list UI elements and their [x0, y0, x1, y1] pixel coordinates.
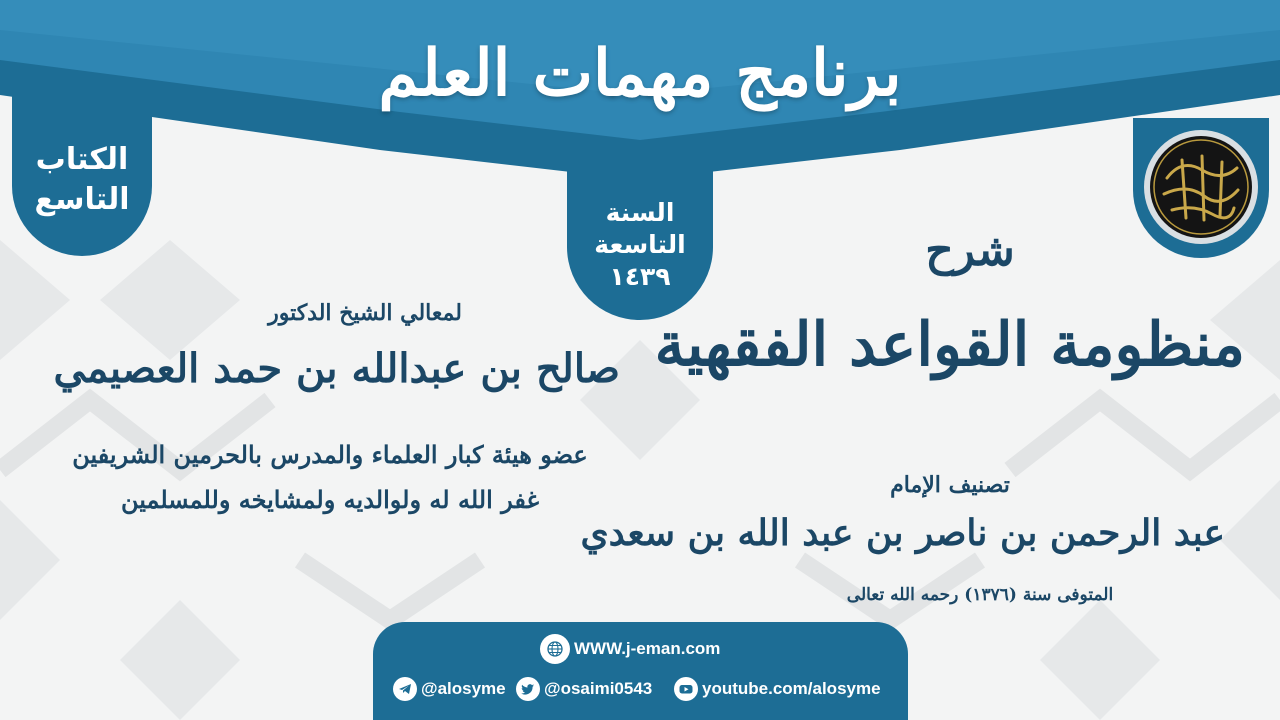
telegram-handle[interactable]: @alosyme: [421, 679, 506, 698]
telegram-icon: [393, 677, 417, 701]
lecturer-title: لمعالي الشيخ الدكتور: [268, 300, 462, 326]
year-badge-line3: ١٤٣٩: [609, 261, 671, 291]
author-label: تصنيف الإمام: [890, 472, 1010, 498]
book-badge-line2: التاسع: [34, 182, 130, 217]
youtube-link[interactable]: youtube.com/alosyme: [702, 679, 881, 698]
book-prefix: شرح: [925, 225, 1015, 276]
twitter-row[interactable]: [516, 677, 652, 701]
website-row[interactable]: [540, 634, 720, 664]
telegram-row[interactable]: [393, 677, 506, 701]
author-death-note: المتوفى سنة (١٣٧٦) رحمه الله تعالى: [846, 585, 1114, 605]
calligraphy-seal-logo: [1142, 128, 1260, 246]
lecturer-name: صالح بن عبدالله بن حمد العصيمي: [53, 345, 620, 392]
lecturer-prayer: غفر الله له ولوالديه ولمشايخه وللمسلمين: [120, 485, 540, 514]
twitter-handle[interactable]: @osaimi0543: [544, 679, 653, 698]
globe-icon: [540, 634, 570, 664]
year-badge-line1: السنة: [605, 197, 675, 227]
book-title: منظومة القواعد الفقهية: [654, 310, 1245, 380]
book-badge-line1: الكتاب: [35, 142, 129, 177]
year-badge-line2: التاسعة: [594, 229, 686, 259]
twitter-icon: [516, 677, 540, 701]
website-link[interactable]: WWW.j-eman.com: [574, 639, 721, 658]
book-number-badge: [12, 96, 152, 256]
program-title: برنامج مهمات العلم: [378, 35, 902, 111]
year-badge: [567, 155, 713, 320]
lecturer-position: عضو هيئة كبار العلماء والمدرس بالحرمين الشريفين: [72, 440, 588, 469]
youtube-row[interactable]: [674, 677, 881, 701]
author-name: عبد الرحمن بن ناصر بن عبد الله بن سعدي: [580, 512, 1225, 554]
youtube-icon: [674, 677, 698, 701]
